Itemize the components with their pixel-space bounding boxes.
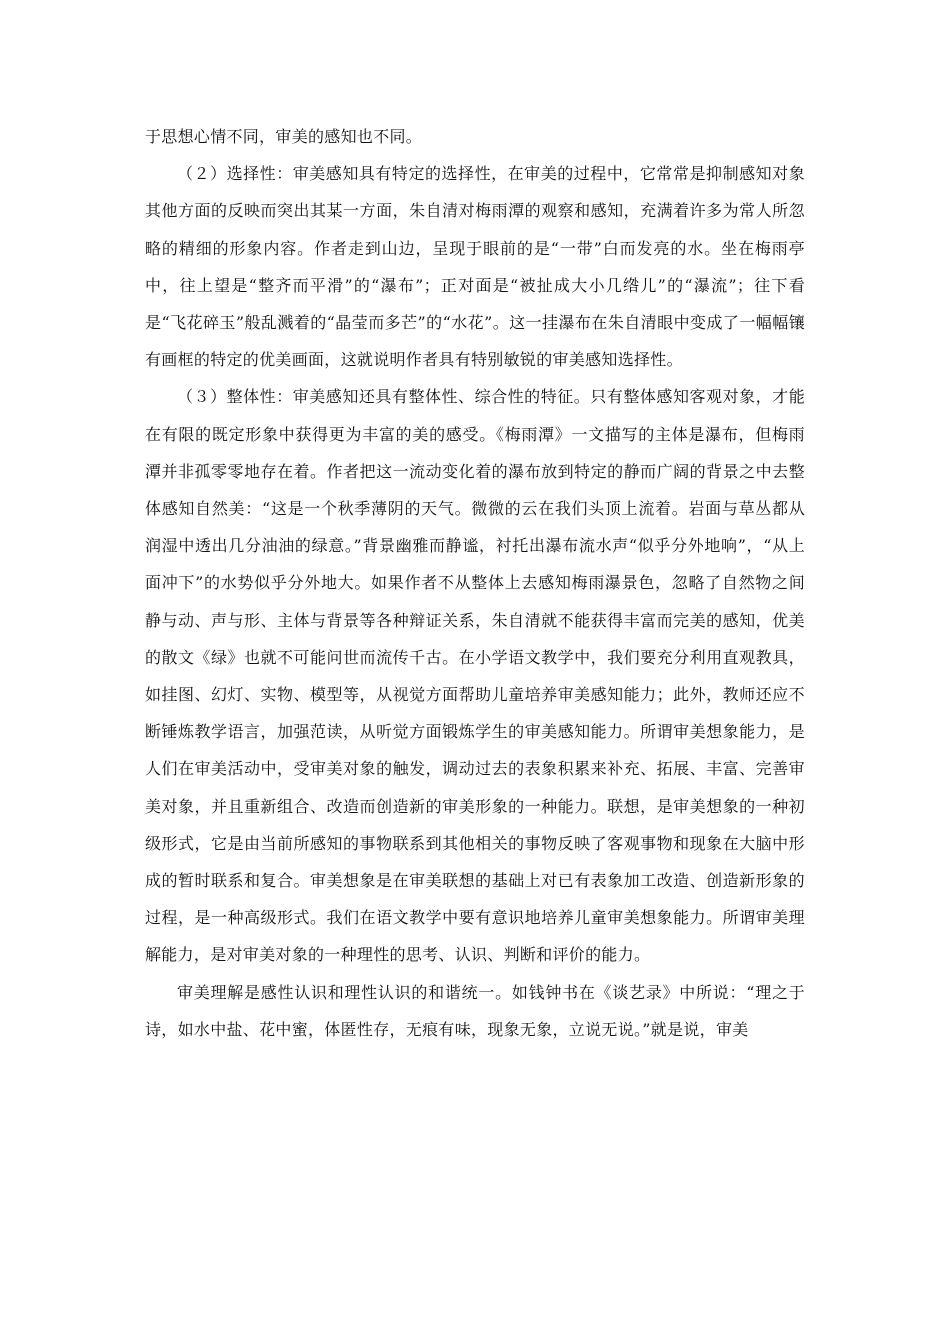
paragraph-wholeness: （３）整体性：审美感知还具有整体性、综合性的特征。只有整体感知客观对象，才能在有限的既定形象中获得更为丰富的美的感受。《梅雨潭》一文描写的主体是瀑布，但梅雨潭并非孤零零地存在着。作者把这一流动变化着的瀑布放到特定的静而广阔的背景之中去整体感知自然美：“这是一个秋季薄阴的天气。微微的云在我们头顶上流着。岩面与草丛都从润湿中透出几分油油的绿意。”背景幽雅而静谧，衬托出瀑布流水声“似乎分外地响”，“从上面冲下”的水势似乎分外地大。如果作者不从整体上去感知梅雨瀑景色，忽略了自然物之间静与动、声与形、主体与背景等各种辩证关系，朱自清就不能获得丰富而完美的感知，优美的散文《绿》也就不可能问世而流传千古。在小学语文教学中，我们要充分利用直观教具，如挂图、幻灯、实物、模型等，从视觉方面帮助儿童培养审美感知能力；此外，教师还应不断锤炼教学语言，加强范读，从听觉方面锻炼学生的审美感知能力。所谓审美想象能力，是人们在审美活动中，受审美对象的触发，调动过去的表象积累来补充、拓展、丰富、完善审美对象，并且重新组合、改造而创造新的审美形象的一种能力。联想，是审美想象的一种初级形式，它是由当前所感知的事物联系到其他相关的事物反映了客观事物和现象在大脑中形成的暂时联系和复合。审美想象是在审美联想的基础上对已有表象加工改造、创造新形象的过程，是一种高级形式。我们在语文教学中要有意识地培养儿童审美想象能力。所谓审美理解能力，是对审美对象的一种理性的思考、认识、判断和评价的能力。 xyxy=(145,387,805,965)
paragraph-continuation: 于思想心情不同，审美的感知也不同。 xyxy=(145,127,423,146)
paragraph-aesthetic-understanding: 审美理解是感性认识和理性认识的和谐统一。如钱钟书在《谈艺录》中所说：“理之于诗，如水中盐、花中蜜，体匿性存，无痕有味，现象无象，立说无说。”就是说，审美 xyxy=(145,982,805,1039)
document-body xyxy=(145,118,805,1048)
paragraph-selectivity: （２）选择性：审美感知具有特定的选择性，在审美的过程中，它常常是抑制感知对象其他方面的反映而突出其某一方面，朱自清对梅雨潭的观察和感知，充满着许多为常人所忽略的精细的形象内容。作者走到山边，呈现于眼前的是“一带”白而发亮的水。坐在梅雨亭中，往上望是“整齐而平滑”的“瀑布”；正对面是“被扯成大小几绺儿”的“瀑流”；往下看是“飞花碎玉”般乱溅着的“晶莹而多芒”的“水花”。这一挂瀑布在朱自清眼中变成了一幅幅镶有画框的特定的优美画面，这就说明作者具有特别敏锐的审美感知选择性。 xyxy=(145,164,805,370)
